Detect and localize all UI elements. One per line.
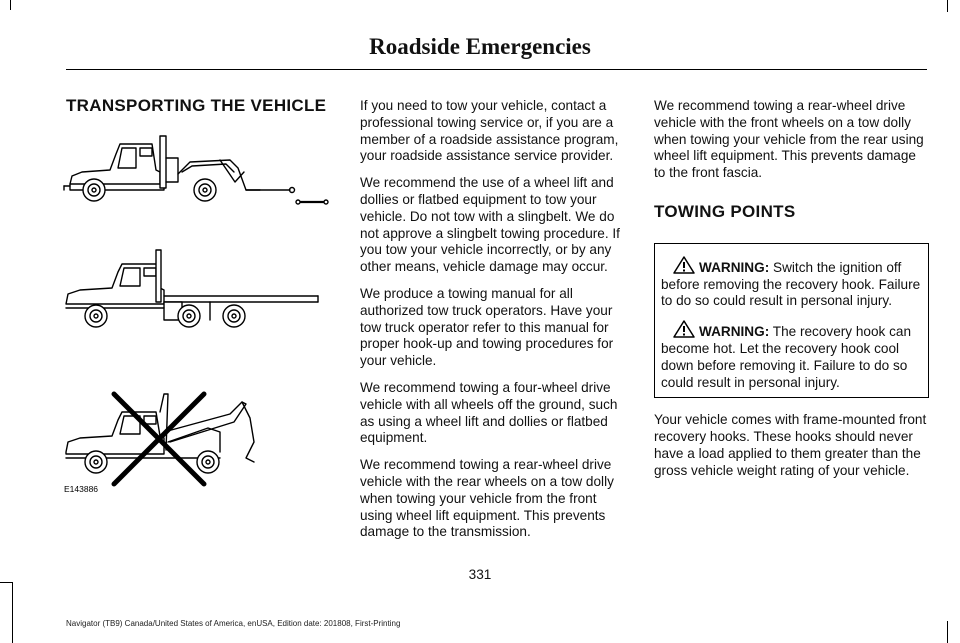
wheel-lift-tow-truck-icon bbox=[64, 136, 328, 204]
flatbed-tow-truck-icon bbox=[66, 250, 318, 327]
left-column bbox=[66, 98, 336, 129]
edition-footer: Navigator (TB9) Canada/United States of America, enUSA, Edition date: 201808, First-Printing bbox=[66, 619, 401, 628]
page-number: 331 bbox=[468, 567, 492, 582]
paragraph-rear-wheel-front-tow: We recommend towing a rear-wheel drive vehicle with the rear wheels on a tow dolly when towing your vehicle from the front using wheel lift equipment. This prevents damage to the transmission. bbox=[360, 457, 614, 540]
figure-id-label: E143886 bbox=[64, 484, 99, 494]
crop-mark-top-left bbox=[0, 0, 11, 10]
middle-column bbox=[360, 98, 632, 551]
crop-mark-bottom-right bbox=[947, 621, 948, 643]
page-header-title: Roadside Emergencies bbox=[369, 34, 591, 59]
crop-mark-bottom-left bbox=[0, 582, 13, 643]
paragraph-recovery-hooks: Your vehicle comes with frame-mounted front recovery hooks. These hooks should never have a load applied to them greater than the gross vehicle weight rating of your vehicle. bbox=[654, 412, 927, 478]
slingbelt-tow-truck-crossed-icon bbox=[66, 394, 254, 484]
warning-triangle-icon bbox=[673, 320, 695, 338]
warning-box bbox=[654, 243, 929, 399]
paragraph-towing-manual: We produce a towing manual for all authorized tow truck operators. Have your tow truck operator refer to this manual for proper hook-up and towing procedures for your vehicle. bbox=[360, 285, 614, 369]
warning-text: Switch the ignition off before removing the recovery hook. Failure to do so could result in personal injury. bbox=[661, 259, 921, 309]
warning-ignition bbox=[661, 256, 922, 310]
warning-triangle-icon bbox=[673, 256, 695, 274]
section-heading-transporting: TRANSPORTING THE VEHICLE bbox=[66, 96, 327, 115]
towing-methods-illustration bbox=[60, 132, 330, 502]
warning-label: WARNING: bbox=[699, 324, 770, 340]
crop-mark-top-right bbox=[947, 0, 948, 12]
paragraph-wheel-lift: We recommend the use of a wheel lift and dollies or flatbed equipment to tow your vehicle. Do not tow with a slingbelt. We do not approve a slingbelt towing procedure. If you tow your vehicle incorrectly, or by any other means, vehicle damage may occur. bbox=[360, 175, 620, 275]
paragraph-four-wheel-drive: We recommend towing a four-wheel drive vehicle with all wheels off the ground, such as using a wheel lift and dollies or flatbed equipment. bbox=[360, 379, 618, 446]
paragraph-rear-wheel-rear-tow: We recommend towing a rear-wheel drive vehicle with the front wheels on a tow dolly when towing your vehicle from the rear using wheel lift equipment. This prevents damage to the front fascia. bbox=[654, 98, 924, 181]
warning-text: The recovery hook can become hot. Let the recovery hook cool down before removing it. Failure to do so could result in personal injury. bbox=[661, 324, 912, 390]
paragraph-contact-towing: If you need to tow your vehicle, contact a professional towing service or, if you are a member of a roadside assistance program, your roadside assistance service provider. bbox=[360, 98, 619, 164]
right-column bbox=[654, 98, 929, 490]
warning-hot-hook bbox=[661, 320, 922, 391]
header-rule bbox=[66, 69, 927, 70]
warning-label: WARNING: bbox=[699, 259, 770, 275]
section-heading-towing-points: TOWING POINTS bbox=[654, 201, 796, 221]
